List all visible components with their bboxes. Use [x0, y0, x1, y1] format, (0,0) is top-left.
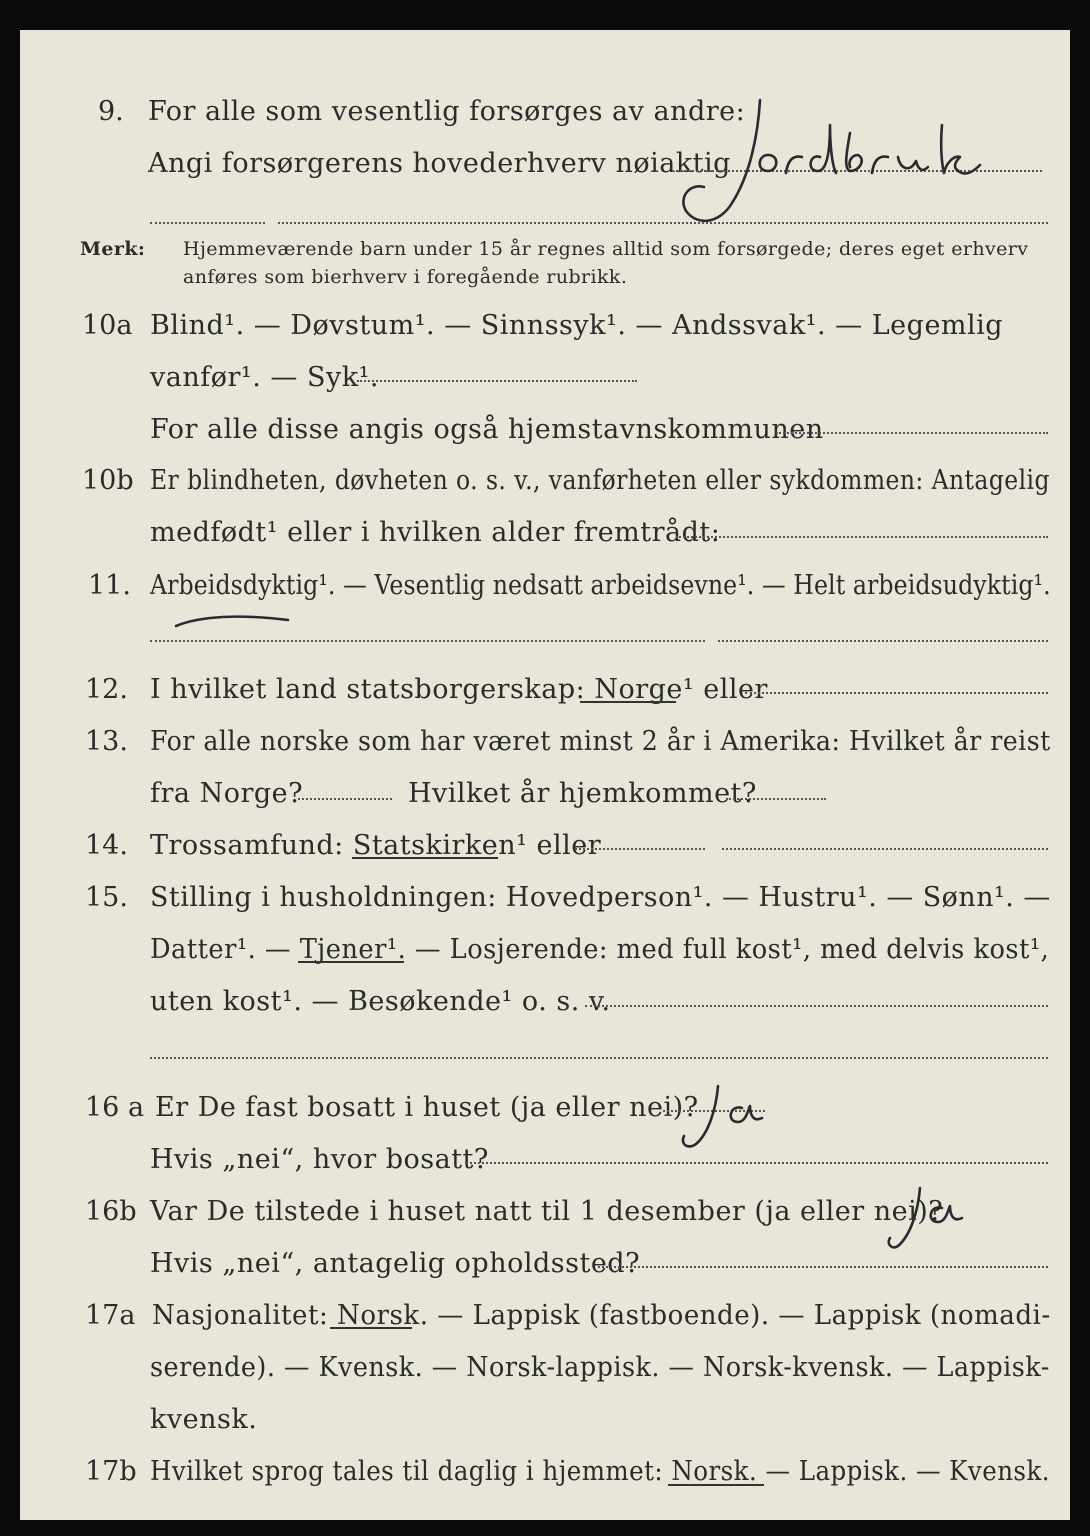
q12-line1: I hvilket land statsborgerskap: Norge¹ eller — [150, 674, 768, 705]
q11-line-b — [718, 640, 1048, 642]
q15-line-b — [150, 1057, 1048, 1059]
q16b-handwritten-answer — [880, 1178, 990, 1258]
q11-line1: Arbeidsdyktig¹. — Vesentlig nedsatt arbeidsevne¹. — Helt arbeidsudyktig¹. — [150, 570, 1051, 601]
q9-line2: Angi forsørgerens hovederhverv nøiaktig — [148, 148, 731, 179]
q10a-hjemstavn-line — [776, 432, 1048, 434]
merk-line2: anføres som bierhverv i foregående rubrikk. — [183, 266, 628, 288]
q16b-opholdssted-line — [598, 1266, 1048, 1268]
q13-number: 13. — [85, 726, 128, 757]
q12-answer-line — [745, 692, 1048, 694]
q16a-handwritten-answer — [670, 1078, 780, 1158]
q9-continuation-line-a — [150, 222, 265, 224]
q10b-line2: medfødt¹ eller i hvilken alder fremtrådt: — [150, 517, 721, 548]
q16b-number: 16b — [85, 1196, 137, 1227]
q11-number: 11. — [88, 570, 131, 601]
q17b-norsk-underline — [668, 1484, 764, 1486]
q9-number: 9. — [98, 96, 124, 127]
q9-line1: For alle som vesentlig forsørges av andre: — [148, 96, 746, 127]
q15-tjener-underline — [298, 961, 404, 963]
q10a-number: 10a — [82, 310, 133, 341]
q17b-line1: Hvilket sprog tales til daglig i hjemmet: Norsk. — Lappisk. — Kvensk. — [150, 1456, 1051, 1487]
q14-line1: Trossamfund: Statskirken¹ eller — [150, 830, 602, 861]
q16a-bosatt-line — [465, 1162, 1048, 1164]
q10a-line3: For alle disse angis også hjemstavnskommunen — [150, 414, 824, 445]
q15-number: 15. — [85, 882, 128, 913]
q14-line-a — [575, 848, 705, 850]
q10b-line1: Er blindheten, døvheten o. s. v., vanførheten eller sykdommen: Antagelig — [150, 465, 1050, 496]
q17a-line3: kvensk. — [150, 1404, 258, 1435]
q11-handwritten-mark — [170, 606, 310, 636]
q10a-line1: Blind¹. — Døvstum¹. — Sinnssyk¹. — Andssvak¹. — Legemlig — [150, 310, 1004, 341]
q16a-line1: Er De fast bosatt i huset (ja eller nei)? — [155, 1092, 699, 1123]
q13-line2a: fra Norge? — [150, 778, 304, 809]
q12-norge-underline — [580, 701, 676, 703]
q13-line1: For alle norske som har været minst 2 år i Amerika: Hvilket år reist — [150, 726, 1051, 757]
q9-continuation-line-b — [278, 222, 1048, 224]
q9-handwritten-answer — [660, 85, 1040, 235]
q17a-line2: serende). — Kvensk. — Norsk-lappisk. — Norsk-kvensk. — Lappisk- — [150, 1352, 1050, 1383]
q17a-norsk-underline — [330, 1327, 412, 1329]
q13-hjemkommet-line — [726, 798, 826, 800]
merk-label: Merk: — [80, 238, 146, 260]
q15-line3: uten kost¹. — Besøkende¹ o. s. v. — [150, 986, 611, 1017]
q16a-number: 16 a — [85, 1092, 145, 1123]
merk-line1: Hjemmeværende barn under 15 år regnes alltid som forsørgede; deres eget erhverv — [183, 238, 1029, 260]
q10b-answer-line — [676, 536, 1048, 538]
q13-line2b: Hvilket år hjemkommet? — [408, 778, 757, 809]
q15-line1: Stilling i husholdningen: Hovedperson¹. — Hustru¹. — Sønn¹. — — [150, 882, 1051, 913]
q17a-line1: Nasjonalitet: Norsk. — Lappisk (fastboende). — Lappisk (nomadi- — [152, 1300, 1051, 1331]
q15-line-a — [585, 1005, 1048, 1007]
q12-number: 12. — [85, 674, 128, 705]
q16b-line1: Var De tilstede i huset natt til 1 desember (ja eller nei)? — [150, 1196, 944, 1227]
q10a-line2: vanfør¹. — Syk¹. — [150, 362, 379, 393]
q14-number: 14. — [85, 830, 128, 861]
q10b-number: 10b — [82, 465, 134, 496]
q17b-number: 17b — [85, 1456, 137, 1487]
q10a-syk-line — [357, 380, 637, 382]
q14-statskirken-underline — [352, 857, 498, 859]
q11-line-a — [150, 640, 705, 642]
q16a-line2: Hvis „nei“, hvor bosatt? — [150, 1144, 489, 1175]
q13-reist-line — [298, 798, 392, 800]
q17a-number: 17a — [85, 1300, 136, 1331]
q14-line-b — [722, 848, 1048, 850]
q15-line2: Datter¹. — Tjener¹. — Losjerende: med full kost¹, med delvis kost¹, — [150, 934, 1050, 965]
q16b-line2: Hvis „nei“, antagelig opholdssted? — [150, 1248, 641, 1279]
